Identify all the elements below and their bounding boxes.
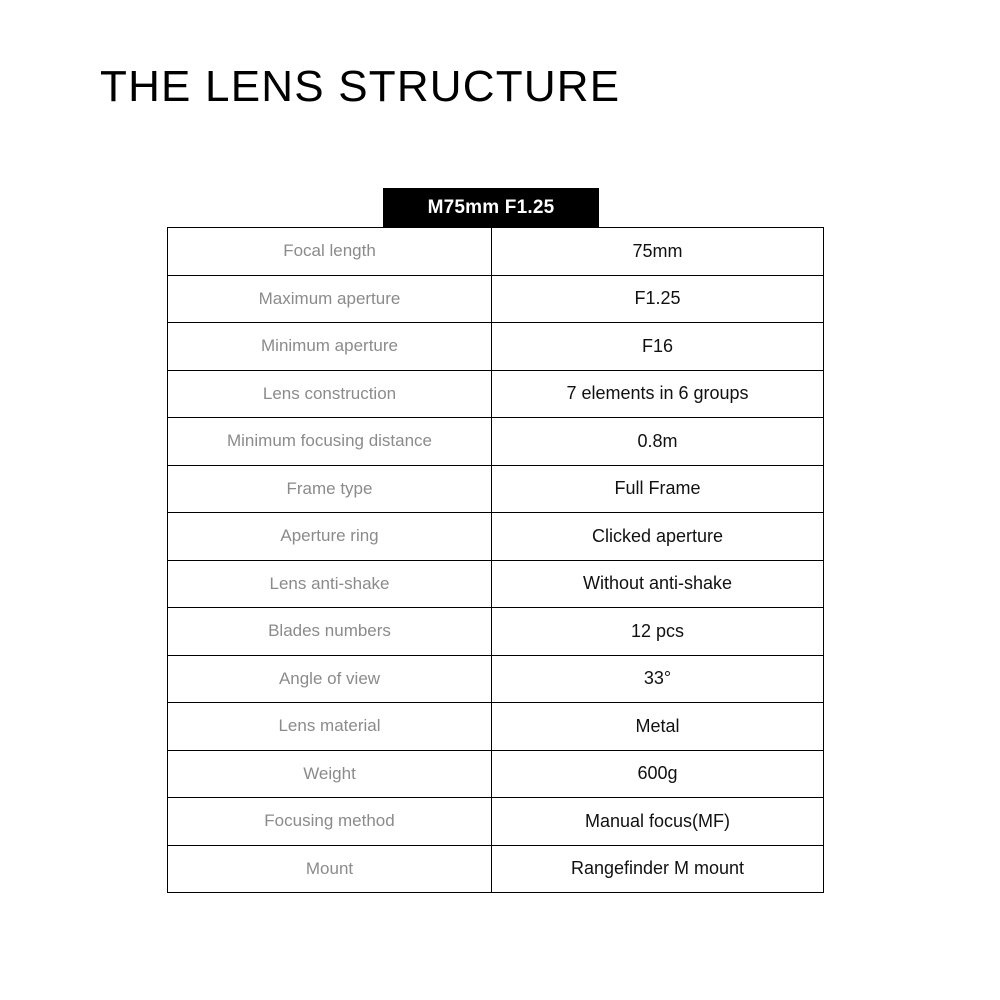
table-row bbox=[168, 370, 824, 418]
spec-label: Mount bbox=[168, 845, 492, 893]
spec-value: Rangefinder M mount bbox=[492, 845, 824, 893]
lens-spec-table bbox=[167, 227, 824, 893]
spec-label: Blades numbers bbox=[168, 608, 492, 656]
table-row bbox=[168, 750, 824, 798]
table-row bbox=[168, 655, 824, 703]
spec-value: 0.8m bbox=[492, 418, 824, 466]
table-row bbox=[168, 798, 824, 846]
spec-label: Lens anti-shake bbox=[168, 560, 492, 608]
table-row bbox=[168, 703, 824, 751]
spec-label: Focal length bbox=[168, 228, 492, 276]
spec-value: Manual focus(MF) bbox=[492, 798, 824, 846]
spec-value: Metal bbox=[492, 703, 824, 751]
spec-label: Maximum aperture bbox=[168, 275, 492, 323]
table-row bbox=[168, 465, 824, 513]
lens-spec-block bbox=[167, 188, 823, 893]
table-row bbox=[168, 513, 824, 561]
spec-value: Clicked aperture bbox=[492, 513, 824, 561]
spec-label: Focusing method bbox=[168, 798, 492, 846]
spec-value: 75mm bbox=[492, 228, 824, 276]
table-row bbox=[168, 275, 824, 323]
spec-value: 7 elements in 6 groups bbox=[492, 370, 824, 418]
spec-value: F1.25 bbox=[492, 275, 824, 323]
spec-value: 12 pcs bbox=[492, 608, 824, 656]
spec-label: Frame type bbox=[168, 465, 492, 513]
spec-label: Lens construction bbox=[168, 370, 492, 418]
table-row bbox=[168, 323, 824, 371]
spec-label: Lens material bbox=[168, 703, 492, 751]
table-row bbox=[168, 608, 824, 656]
spec-table-header: M75mm F1.25 bbox=[383, 188, 599, 227]
spec-label: Minimum focusing distance bbox=[168, 418, 492, 466]
spec-table-body bbox=[168, 228, 824, 893]
spec-label: Angle of view bbox=[168, 655, 492, 703]
table-row bbox=[168, 845, 824, 893]
spec-value: Without anti-shake bbox=[492, 560, 824, 608]
table-row bbox=[168, 560, 824, 608]
table-row bbox=[168, 418, 824, 466]
spec-label: Aperture ring bbox=[168, 513, 492, 561]
spec-value: 600g bbox=[492, 750, 824, 798]
spec-value: Full Frame bbox=[492, 465, 824, 513]
table-row bbox=[168, 228, 824, 276]
spec-label: Weight bbox=[168, 750, 492, 798]
spec-label: Minimum aperture bbox=[168, 323, 492, 371]
spec-value: 33° bbox=[492, 655, 824, 703]
page-title: THE LENS STRUCTURE bbox=[100, 62, 621, 111]
spec-value: F16 bbox=[492, 323, 824, 371]
